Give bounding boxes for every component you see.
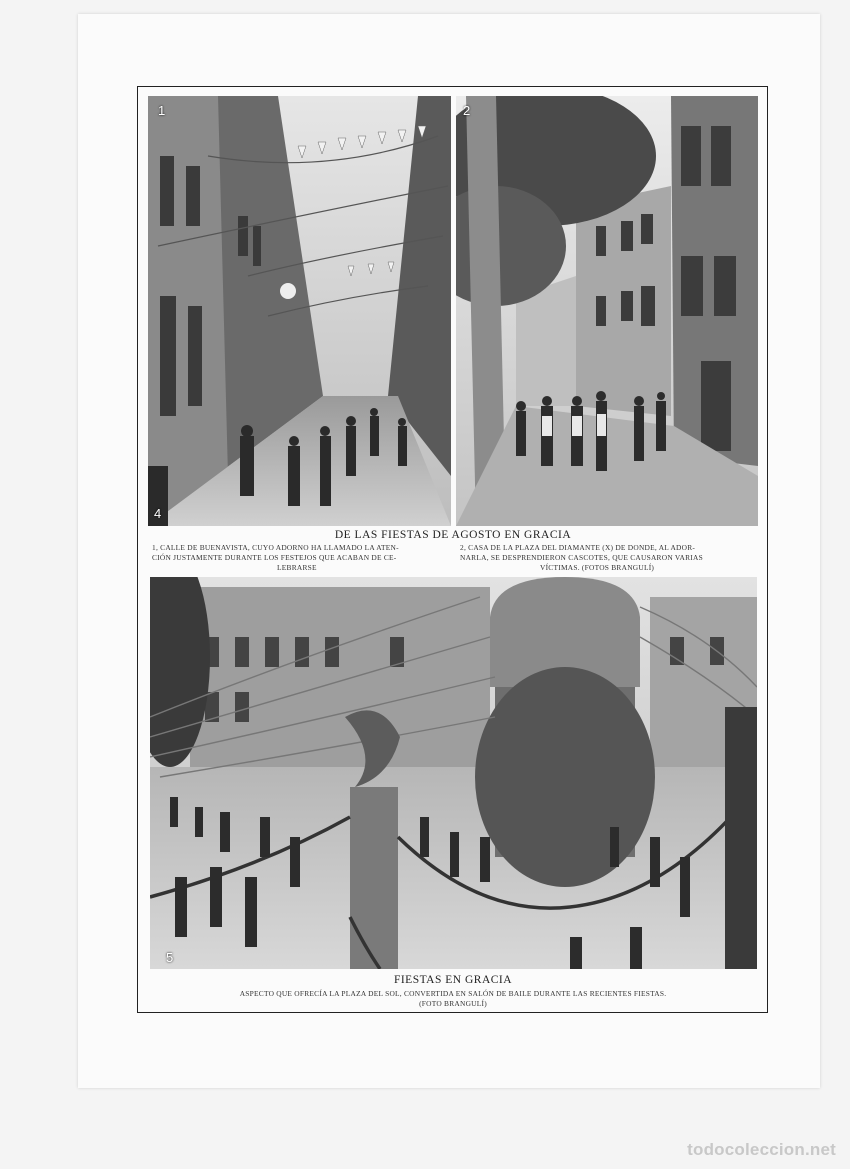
caption-2-line-2: NARLA, SE DESPRENDIERON CASCOTES, QUE CAUSARON VARIAS <box>460 553 703 562</box>
caption-3-line-1: ASPECTO QUE OFRECÍA LA PLAZA DEL SOL, CONVERTIDA EN SALÓN DE BAILE DURANTE LAS RECIENTES FIESTAS. <box>239 989 667 998</box>
photo-number-1: 1 <box>158 103 166 118</box>
photo-number-4: 4 <box>154 506 162 521</box>
bottom-headline: FIESTAS EN GRACIA <box>393 974 513 986</box>
caption-1-line-2: CIÓN JUSTAMENTE DURANTE LOS FESTEJOS QUE ACABAN DE CE- <box>152 553 397 562</box>
top-headline: DE LAS FIESTAS DE AGOSTO EN GRACIA <box>334 529 572 541</box>
photo-number-2: 2 <box>463 103 471 118</box>
caption-1-line-1: 1, CALLE DE BUENAVISTA, CUYO ADORNO HA LLAMADO LA ATEN- <box>152 543 399 552</box>
caption-2-line-3: VÍCTIMAS. (FOTOS BRANGULÍ) <box>540 563 655 572</box>
caption-3-line-2: (FOTO BRANGULÍ) <box>419 999 487 1008</box>
photo-plaza-diamante <box>456 96 758 526</box>
photo-calle-buenavista <box>148 96 451 526</box>
caption-2-line-1: 2, CASA DE LA PLAZA DEL DIAMANTE (X) DE DONDE, AL ADOR- <box>460 543 696 552</box>
photo-plaza-del-sol <box>150 577 757 969</box>
photo-number-5: 5 <box>166 950 174 965</box>
watermark: todocoleccion.net <box>687 1140 836 1159</box>
caption-1-line-3: LEBRARSE <box>277 563 317 572</box>
